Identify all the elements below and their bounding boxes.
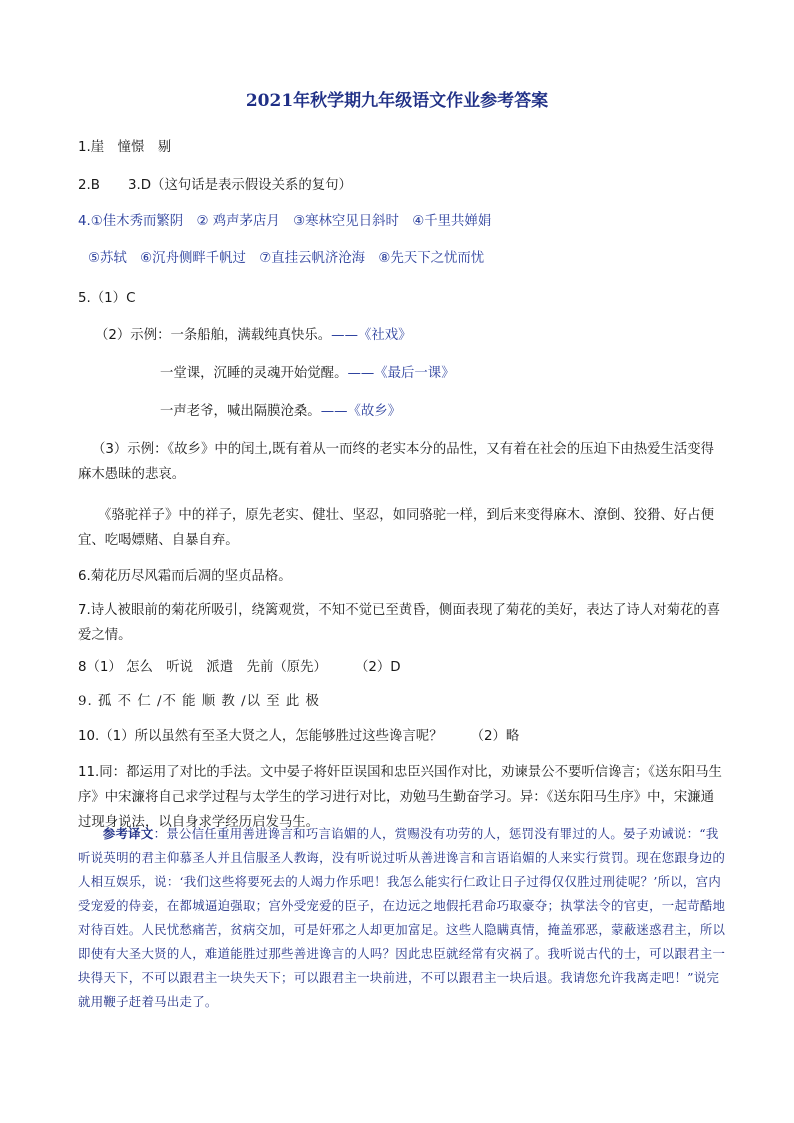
translation-label: 参考译文 [102,826,154,841]
answer-4-row-2: ⑤苏轼 ⑥沉舟侧畔千帆过 ⑦直挂云帆济沧海 ⑧先天下之忧而忧 [88,251,485,266]
answer-8-2: （2）D [354,660,401,675]
answer-5-2c-source: ——《故乡》 [320,404,402,419]
answer-5-3: （3）示例：《故乡》中的闰土,既有着从一而终的老实本分的品性，又有着在社会的压迫下由热爱生活变得麻木愚昧的悲哀。 [78,442,715,482]
page-title: 2021年秋学期九年级语文作业参考答案 [245,91,549,111]
reference-translation [78,822,728,1014]
answer-8 [78,658,401,678]
answer-9: 9. 孤 不 仁 /不 能 顺 教 /以 至 此 极 [78,694,320,709]
answer-5-2c-text: 一声老爷，喊出隔膜沧桑。 [160,404,321,419]
answer-3: 3.D（这句话是表示假设关系的复句） [127,178,352,193]
answer-5-2-line-3 [160,402,401,422]
answer-6: 6.菊花历尽风霜而后凋的坚贞品格。 [78,569,292,584]
answer-5-2-text: （2）示例：一条船舶，满载纯真快乐。 [95,328,332,343]
answer-4-label: 4. [78,214,91,229]
answer-5-2b-source: ——《最后一课》 [347,366,455,381]
answer-5-2-source: ——《社戏》 [331,328,412,343]
answer-5-2-line-1 [95,326,412,346]
answer-4-row-1 [78,212,491,232]
answer-10-1: 10.（1）所以虽然有至圣大贤之人，怎能够胜过这些谗言呢？ [78,729,443,744]
answer-10-2: （2）略 [470,729,520,744]
answer-2: 2.B [78,178,100,193]
answer-4-items-1: ①佳木秀而繁阴 ② 鸡声茅店月 ③寒林空见日斜时 ④千里共婵娟 [90,214,492,229]
answer-5-2b-text: 一堂课，沉睡的灵魂开始觉醒。 [160,366,348,381]
answer-11: 11.同：都运用了对比的手法。文中晏子将奸臣误国和忠臣兴国作对比，劝谏景公不要听信谗言；《送东阳马生序》中宋濂将自己求学过程与太学生的学习进行对比，劝勉马生勤奋学习。异：《送东阳马生序》中，宋濂通过现身说法，以自身求学经历启发马生。 [78,765,722,830]
translation-text: ：景公信任重用善进谗言和巧言谄媚的人，赏赐没有功劳的人，惩罚没有罪过的人。晏子劝诫说：“我听说英明的君主仰慕圣人并且信服圣人教诲，没有听说过听从善进谗言和言语谄媚的人来实行赏罚。现在您跟身边的人相互娱乐，说：‘我们这些将要死去的人竭力作乐吧！我怎么能实行仁政让日子过得仅仅胜过刑徒呢？’所以，宫内受宠爱的侍妾，在都城逼迫强取；宫外受宠爱的臣子，在边远之地假托君命巧取豪夺；执掌法令的官吏，一起苛酷地对待百姓。人民忧愁痛苦，贫病交加，可是奸邪之人却更加富足。这些人隐瞒真情，掩盖邪恶，蒙蔽迷惑君主，所以即使有大圣大贤的人，难道能胜过那些善进谗言的人吗？因此忠臣就经常有灾祸了。我听说古代的士，可以跟君主一块得天下，不可以跟君主一块失天下；可以跟君主一块前进，不可以跟君主一块后退。我请您允许我离走吧！”说完就用鞭子赶着马出走了。 [78,826,726,1009]
answer-1: 1.崖 憧憬 剔 [78,140,172,155]
answer-5-1: 5.（1）C [78,291,136,306]
answer-7: 7.诗人被眼前的菊花所吸引，绕篱观赏，不知不觉已至黄昏，侧面表现了菊花的美好，表达了诗人对菊花的喜爱之情。 [78,603,721,643]
answer-8-1: 8（1） 怎么 听说 派遣 先前（原先） [78,660,327,675]
answer-5-3b: 《骆驼祥子》中的祥子，原先老实、健壮、坚忍，如同骆驼一样，到后来变得麻木、潦倒、狡猾、好占便宜、吃喝嫖赌、自暴自弃。 [78,508,714,548]
answer-10 [78,727,519,747]
answer-5-2-line-2 [160,364,455,384]
answer-2-3 [78,176,352,196]
